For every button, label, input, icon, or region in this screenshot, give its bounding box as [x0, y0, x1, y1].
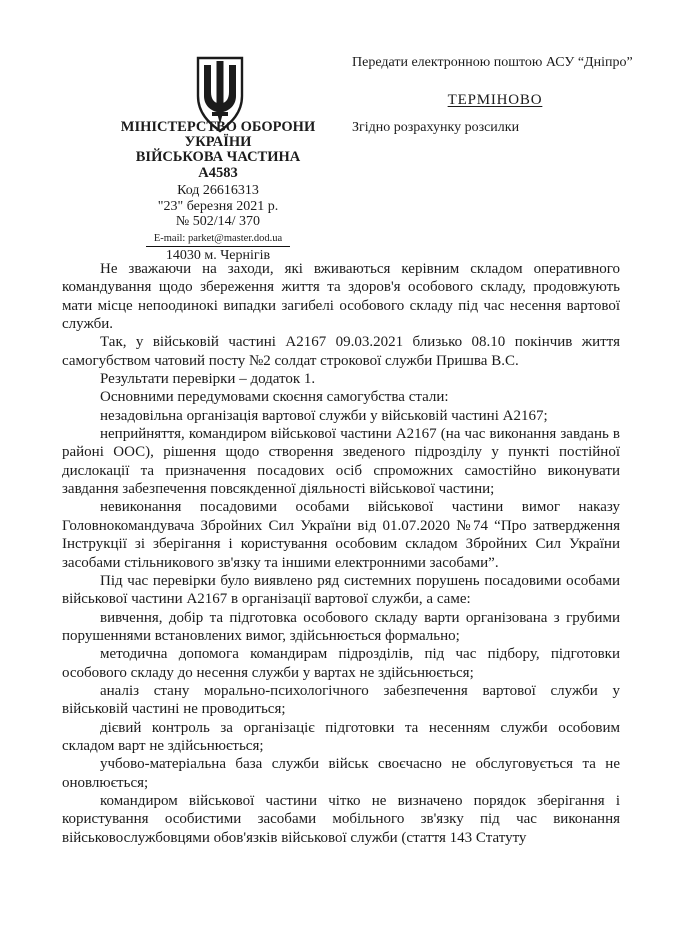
body-paragraph: вивчення, добір та підготовка особового складу варти організована з грубими порушеннями встановлених вимог, здійсьнюється формально;: [62, 609, 620, 644]
urgency-stamp: ТЕРМІНОВО: [447, 92, 543, 108]
org-line-unit-number: А4583: [198, 164, 238, 181]
org-line-country: УКРАЇНИ: [184, 134, 252, 151]
body-paragraph: учбово-матеріальна база служби військ своєчасно не обслуговується та не оновлюється;: [62, 756, 620, 791]
body-paragraph: Так, у військовій частині А2167 09.03.2021 близько 08.10 покінчив життя самогубством чатовий посту №2 солдат строкової служби Пришва В.С.: [62, 334, 620, 369]
body-paragraph: Результати перевірки – додаток 1.: [100, 371, 316, 388]
body-paragraph: невиконання посадовими особами військової частини вимог наказу Головнокомандувача Збройних Сил України від 01.07.2020 №74 “Про затвердження Інструкції зі зберігання і користування особовим складом Збройних Сил України засобами стільникового зв'язку та іншими електронними засобами”.: [62, 499, 620, 571]
transmit-instruction: Передати електронною поштою АСУ “Дніпро”: [352, 55, 633, 70]
postal-city: 14030 м. Чернігів: [165, 247, 271, 263]
body-paragraph: дієвий контроль за організаціє підготовки та несенням служби особовим складом варт не здійсьнюється;: [62, 719, 620, 754]
body-paragraph: методична допомога командирам підрозділів, під час підбору, підготовки особового складу до несення служби у вартах не здійсьнюється;: [62, 646, 620, 681]
organization-name-block: [76, 120, 360, 181]
body-paragraph: Основними передумовами скоєння самогубства стали:: [100, 389, 449, 406]
body-paragraph: Не зважаючи на заходи, які вживаються керівним складом оперативного командування щодо збереження життя та здоров'я особового складу, продовжують мати місце непоодинокі випадки загибелі особового складу під час несення вартової служби.: [62, 261, 620, 333]
body-paragraph: командиром військової частини чітко не визначено порядок зберігання і користування особистими засобами мобільного зв'язку під час виконання військовослужбовцями обов'язків військової служби (стаття 143 Статуту: [62, 792, 620, 846]
email-address: E-mail: parket@master.dod.ua: [146, 232, 290, 247]
body-paragraph: Під час перевірки було виявлено ряд системних порушень посадовими особами військової частини А2167 в організації вартової служби, а саме:: [62, 572, 620, 608]
document-number: № 502/14/ 370: [175, 214, 261, 230]
body-paragraph: неприйняття, командиром військової частини А2167 (на час виконання завдань в районі ООС), рішення щодо створення зведеного підрозділу у пункті постійної дислокації та призначення посадових осіб спроможних самостійно виконувати завдання забезпечення повсякденної діяльності військової частини;: [62, 426, 620, 498]
letterhead-details-block: [76, 183, 360, 264]
document-date: "23" березня 2021 р.: [157, 198, 279, 214]
distribution-note: Згідно розрахунку розсилки: [352, 120, 520, 135]
org-line-ministry: МІНІСТЕРСТВО ОБОРОНИ: [120, 119, 316, 135]
org-code: Код 26616313: [177, 183, 259, 198]
org-line-unit: ВІЙСЬКОВА ЧАСТИНА: [135, 149, 301, 166]
body-paragraph: аналіз стану морально-психологічного забезпечення вартової служби у військовій частині не проводиться;: [62, 682, 620, 718]
body-paragraph: незадовільна організація вартової служби у військовій частині А2167;: [100, 407, 548, 424]
document-body: [62, 260, 620, 847]
